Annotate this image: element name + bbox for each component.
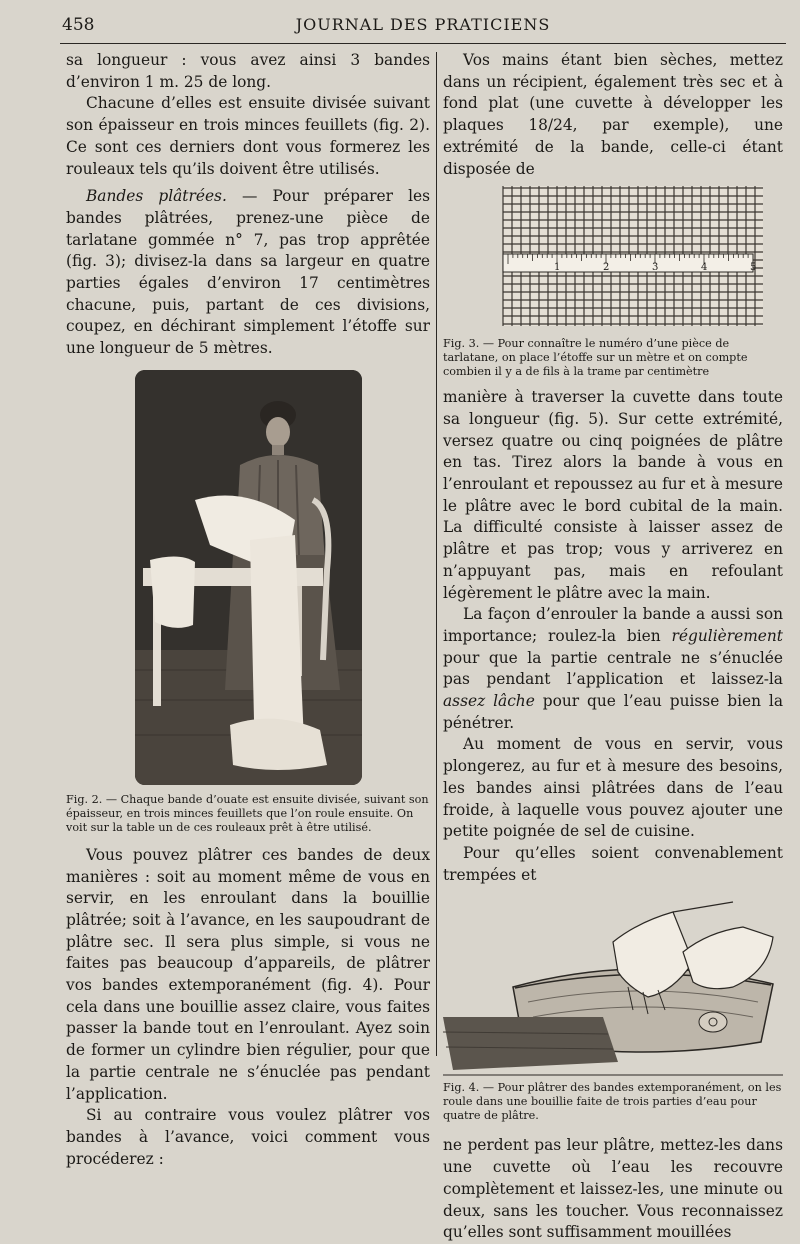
page-number: 458 (62, 15, 95, 35)
section-text: — Pour préparer les bandes plâtrées, prenez-une pièce de tarlatane gommée n° 7, pas trop apprêtée (fig. 3); divisez-la dans sa largeur en quatre parties égales d’environ 17 centimètres chacune, puis, partant de ces divisions, coupez, en déchirant simplement l’étoffe sur une longueur de 5 mètres. (66, 187, 430, 358)
ruler (503, 254, 753, 272)
emphasis: régulièrement (671, 626, 783, 645)
ruler-label: 1 (554, 262, 561, 274)
emphasis: assez lâche (443, 692, 535, 711)
paragraph: Chacune d’elles est ensuite divisée suivant son épaisseur en trois minces feuillets (fig. 2). Ce sont ces derniers dont vous formerez les rouleaux tels qu’ils doivent être utilisés. (66, 94, 430, 178)
ruler-label: 5 (750, 262, 757, 274)
figure-4-caption: Fig. 4. — Pour plâtrer des bandes extemporanément, on les roule dans une bouillie faite de trois parties d’eau pour quatre de plâtre. (443, 1081, 782, 1123)
figure-3-caption: Fig. 3. — Pour connaître le numéro d’une pièce de tarlatane, on place l’étoffe sur un mètre et on compte combien il y a de fils à la trame par centimètre (443, 337, 748, 379)
paragraph (66, 186, 430, 360)
right-column (443, 50, 783, 1244)
paragraph: La façon d’enrouler la bande a aussi son importance; roulez-la bien régulièrement pour que la partie centrale ne s’énuclée pas pendant l’application et laissez-la assez lâche pour que l’eau puisse bien la pénétrer. (443, 605, 784, 732)
left-column (66, 50, 430, 1170)
ruler-label: 4 (701, 262, 708, 274)
paragraph: ne perdent pas leur plâtre, mettez-les dans une cuvette où l’eau les recouvre complètement et laissez-les, une minute ou deux, sans les toucher. Vous reconnaissez qu’elles sont suffisamment mouillées (443, 1136, 783, 1242)
figure-2-caption: Fig. 2. — Chaque bande d’ouate est ensuite divisée, suivant son épaisseur, en trois minces feuillets que l’on roule ensuite. On voit sur la table un de ces rouleaux prêt à être utilisé. (66, 792, 429, 834)
page-header (62, 12, 784, 38)
figure-4-basin-illustration (443, 892, 783, 1077)
paragraph: Au moment de vous en servir, vous plongerez, au fur et à mesure des besoins, les bandes ainsi plâtrées dans de l’eau froide, à laquelle vous pouvez ajouter une petite poignée de sel de cuisine. (443, 735, 783, 841)
paragraph: sa longueur : vous avez ainsi 3 bandes d’environ 1 m. 25 de long. (66, 51, 430, 91)
column-divider (436, 52, 437, 1056)
figure-2-photo (135, 370, 362, 785)
paragraph: Vous pouvez plâtrer ces bandes de deux manières : soit au moment même de vous en servir, en les enroulant dans la bouillie plâtrée; soit à l’avance, en les saupoudrant de plâtre sec. Il sera plus simple, si vous ne faites pas beaucoup d’appareils, de plâtrer vos bandes extemporanément (fig. 4). Pour cela dans une bouillie assez claire, vous faites passer la bande tout en l’enroulant. Ayez soin de former un cylindre bien régulier, pour que la partie centrale ne s’énuclée pas pendant l’application. (66, 845, 430, 1103)
paragraph: Pour qu’elles soient convenablement trempées et (443, 843, 783, 884)
section-lead: Bandes plâtrées. (86, 187, 227, 206)
ruler-label: 3 (652, 262, 659, 274)
paragraph: Vos mains étant bien sèches, mettez dans un récipient, également très sec et à fond plat (une cuvette à développer les plaques 18/24, par exemple), une extrémité de la bande, celle-ci étant disposée de (443, 51, 783, 178)
paragraph: manière à traverser la cuvette dans toute sa longueur (fig. 5). Sur cette extrémité, versez quatre ou cinq poignées de plâtre en tas. Tirez alors la bande à vous en l’enroulant et repoussez au fur et à mesure le plâtre avec le bord cubital de la main. La difficulté consiste à laisser assez de plâtre et pas trop; vous y arriverez en n’appuyant pas, mais en refoulant légèrement le plâtre avec la main. (443, 388, 783, 602)
journal-title: JOURNAL DES PRATICIENS (295, 15, 551, 34)
figure-3-fabric-grid (463, 186, 763, 331)
paragraph: Si au contraire vous voulez plâtrer vos bandes à l’avance, voici comment vous procéderez : (66, 1106, 430, 1168)
header-rule (60, 43, 786, 44)
ruler-label: 2 (603, 262, 610, 274)
